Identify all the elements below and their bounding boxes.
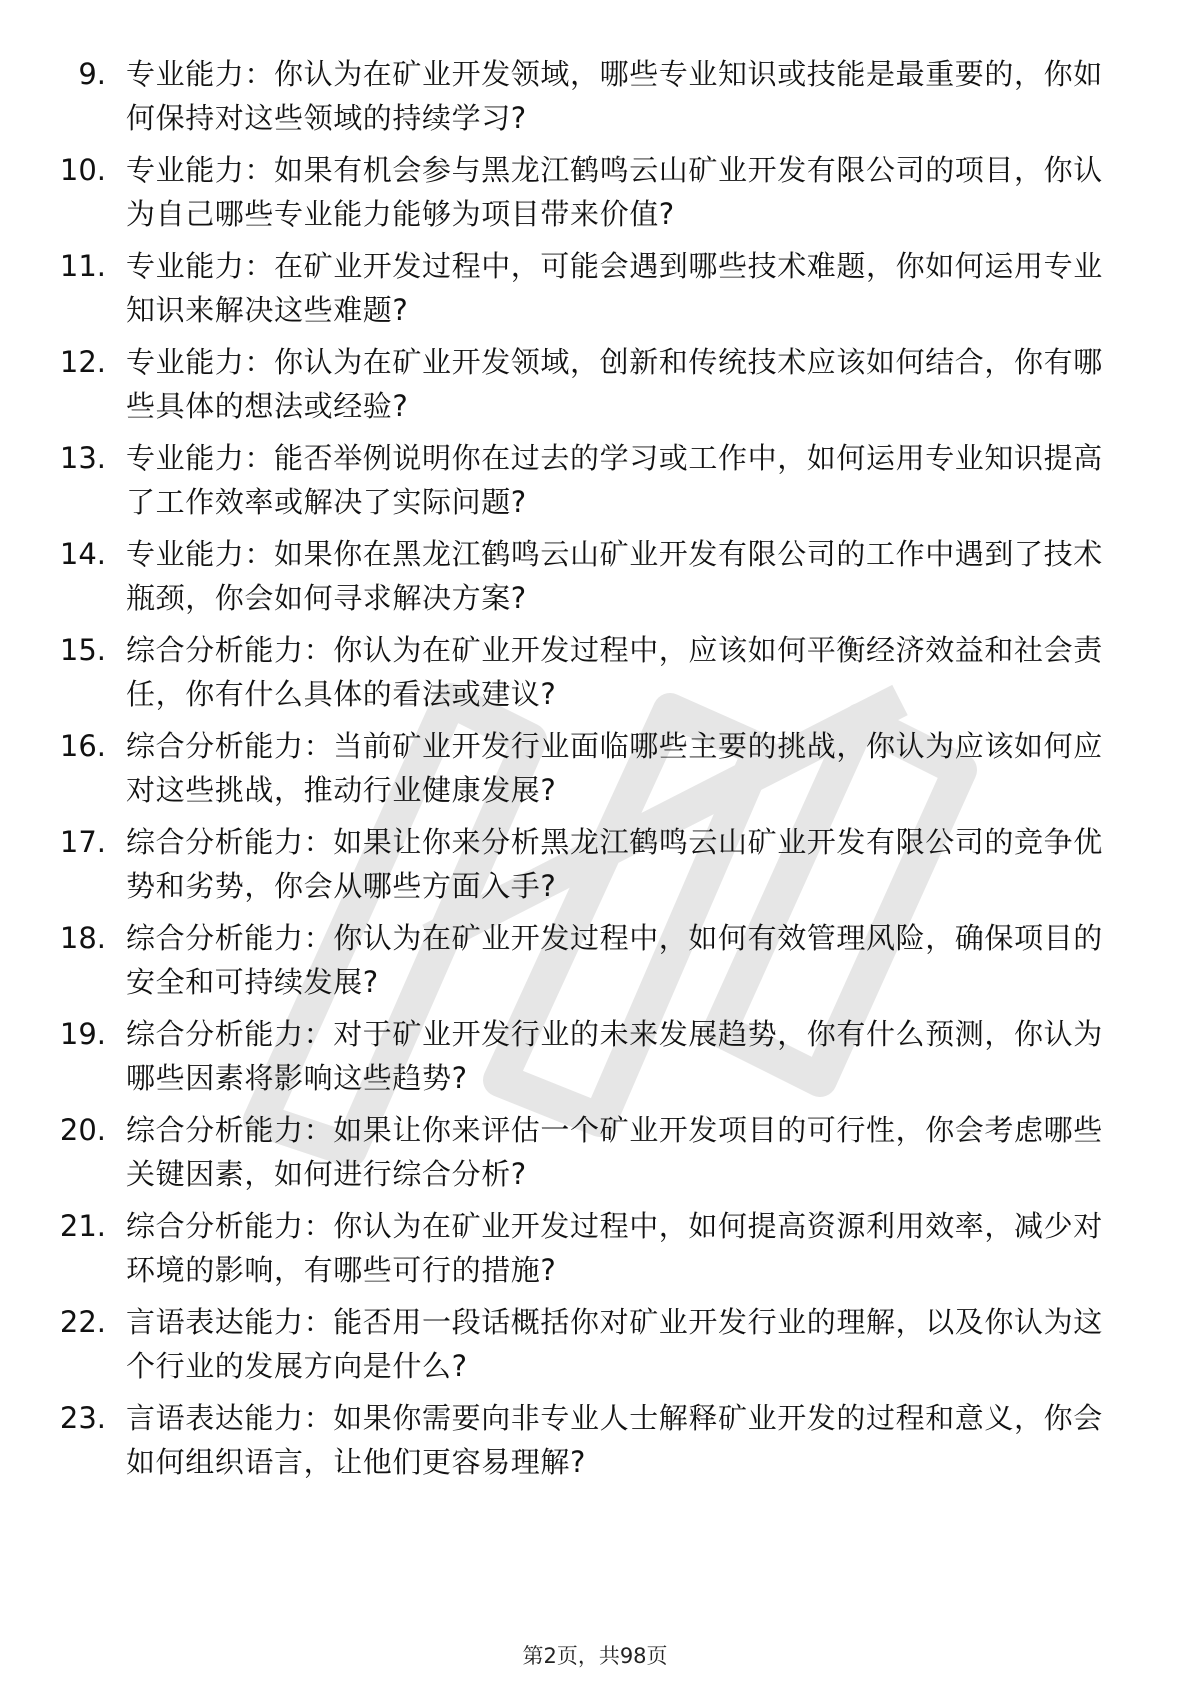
list-item	[0, 1396, 1190, 1492]
question-number: 11.	[59, 249, 106, 283]
list-item	[0, 1108, 1190, 1204]
question-text: 综合分析能力：如果让你来分析黑龙江鹤鸣云山矿业开发有限公司的竞争优势和劣势，你会从哪些方面入手?	[126, 825, 1103, 903]
question-number: 16.	[59, 729, 106, 763]
list-item	[0, 532, 1190, 628]
list-item	[0, 820, 1190, 916]
question-number: 14.	[59, 537, 106, 571]
list-item	[0, 724, 1190, 820]
question-number: 21.	[59, 1209, 106, 1243]
question-text: 专业能力：能否举例说明你在过去的学习或工作中，如何运用专业知识提高了工作效率或解决了实际问题?	[126, 441, 1103, 519]
list-item	[0, 628, 1190, 724]
list-item	[0, 1204, 1190, 1300]
question-text: 综合分析能力：你认为在矿业开发过程中，如何有效管理风险，确保项目的安全和可持续发展?	[126, 921, 1103, 999]
question-text: 综合分析能力：对于矿业开发行业的未来发展趋势，你有什么预测，你认为哪些因素将影响这些趋势?	[126, 1017, 1103, 1095]
question-number: 22.	[59, 1305, 106, 1339]
list-item	[0, 340, 1190, 436]
question-number: 12.	[59, 345, 106, 379]
list-item	[0, 244, 1190, 340]
question-text: 专业能力：如果有机会参与黑龙江鹤鸣云山矿业开发有限公司的项目，你认为自己哪些专业能力能够为项目带来价值?	[126, 153, 1103, 231]
list-item	[0, 1300, 1190, 1396]
question-number: 9.	[78, 57, 106, 91]
question-text: 专业能力：你认为在矿业开发领域，哪些专业知识或技能是最重要的，你如何保持对这些领域的持续学习?	[126, 57, 1103, 135]
list-item	[0, 1012, 1190, 1108]
question-text: 专业能力：你认为在矿业开发领域，创新和传统技术应该如何结合，你有哪些具体的想法或经验?	[126, 345, 1103, 423]
question-text: 言语表达能力：如果你需要向非专业人士解释矿业开发的过程和意义，你会如何组织语言，让他们更容易理解?	[126, 1401, 1103, 1479]
question-number: 18.	[59, 921, 106, 955]
question-text: 综合分析能力：你认为在矿业开发过程中，应该如何平衡经济效益和社会责任，你有什么具体的看法或建议?	[126, 633, 1103, 711]
question-number: 19.	[59, 1017, 106, 1051]
question-list	[0, 52, 1190, 1492]
list-item	[0, 916, 1190, 1012]
list-item	[0, 148, 1190, 244]
question-text: 综合分析能力：如果让你来评估一个矿业开发项目的可行性，你会考虑哪些关键因素，如何进行综合分析?	[126, 1113, 1103, 1191]
question-number: 15.	[59, 633, 106, 667]
question-number: 10.	[59, 153, 106, 187]
question-text: 专业能力：如果你在黑龙江鹤鸣云山矿业开发有限公司的工作中遇到了技术瓶颈，你会如何寻求解决方案?	[126, 537, 1103, 615]
question-number: 23.	[59, 1401, 106, 1435]
page-footer: 第2页，共98页	[522, 1644, 668, 1668]
question-text: 综合分析能力：你认为在矿业开发过程中，如何提高资源利用效率，减少对环境的影响，有哪些可行的措施?	[126, 1209, 1103, 1287]
list-item	[0, 436, 1190, 532]
list-item	[0, 52, 1190, 148]
question-number: 13.	[59, 441, 106, 475]
question-text: 言语表达能力：能否用一段话概括你对矿业开发行业的理解，以及你认为这个行业的发展方向是什么?	[126, 1305, 1103, 1383]
question-number: 20.	[59, 1113, 106, 1147]
question-text: 专业能力：在矿业开发过程中，可能会遇到哪些技术难题，你如何运用专业知识来解决这些难题?	[126, 249, 1103, 327]
question-text: 综合分析能力：当前矿业开发行业面临哪些主要的挑战，你认为应该如何应对这些挑战，推动行业健康发展?	[126, 729, 1103, 807]
question-number: 17.	[59, 825, 106, 859]
